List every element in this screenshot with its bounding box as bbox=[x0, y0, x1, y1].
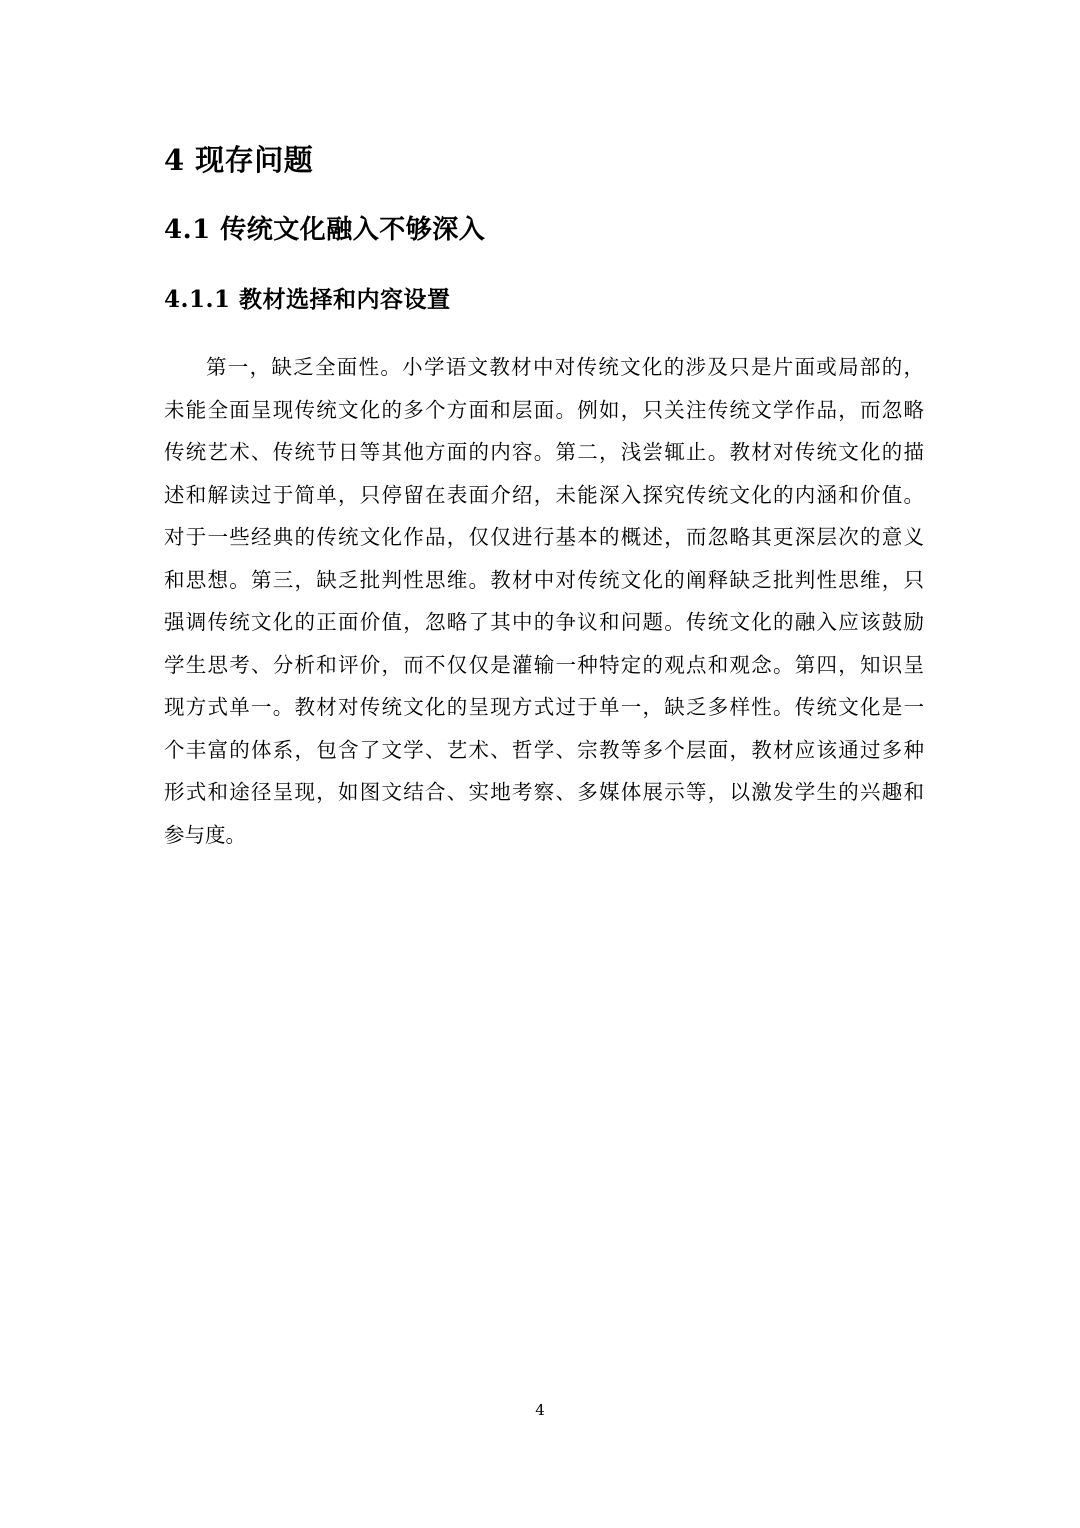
paragraph-line: 学生思考、分析和评价，而不仅仅是灌输一种特定的观点和观念。第四，知识呈 bbox=[164, 652, 924, 677]
page-number: 4 bbox=[535, 1401, 545, 1419]
paragraph-line: 述和解读过于简单，只停留在表面介绍，未能深入探究传统文化的内涵和价值。 bbox=[164, 482, 924, 507]
paragraph-line: 现方式单一。教材对传统文化的呈现方式过于单一，缺乏多样性。传统文化是一 bbox=[164, 695, 924, 719]
body-paragraph bbox=[164, 346, 924, 856]
paragraph-line: 对于一些经典的传统文化作品，仅仅进行基本的概述，而忽略其更深层次的意义 bbox=[164, 525, 924, 549]
paragraph-line: 形式和途径呈现，如图文结合、实地考察、多媒体展示等，以激发学生的兴趣和 bbox=[164, 780, 924, 804]
subsubsection-heading: 4.1.1 教材选择和内容设置 bbox=[164, 286, 451, 313]
paragraph-line: 第一，缺乏全面性。小学语文教材中对传统文化的涉及只是片面或局部的， bbox=[206, 355, 924, 379]
subsection-heading: 4.1 传统文化融入不够深入 bbox=[164, 215, 486, 245]
paragraph-line: 参与度。 bbox=[164, 822, 246, 847]
paragraph-line: 强调传统文化的正面价值，忽略了其中的争议和问题。传统文化的融入应该鼓励 bbox=[164, 610, 924, 634]
paragraph-line: 传统艺术、传统节日等其他方面的内容。第二，浅尝辄止。教材对传统文化的描 bbox=[164, 440, 924, 464]
paragraph-line: 未能全面呈现传统文化的多个方面和层面。例如，只关注传统文学作品，而忽略 bbox=[164, 397, 924, 422]
paragraph-line: 个丰富的体系，包含了文学、艺术、哲学、宗教等多个层面，教材应该通过多种 bbox=[164, 737, 924, 762]
paragraph-line: 和思想。第三，缺乏批判性思维。教材中对传统文化的阐释缺乏批判性思维，只 bbox=[164, 567, 924, 592]
section-heading: 4 现存问题 bbox=[164, 143, 314, 177]
